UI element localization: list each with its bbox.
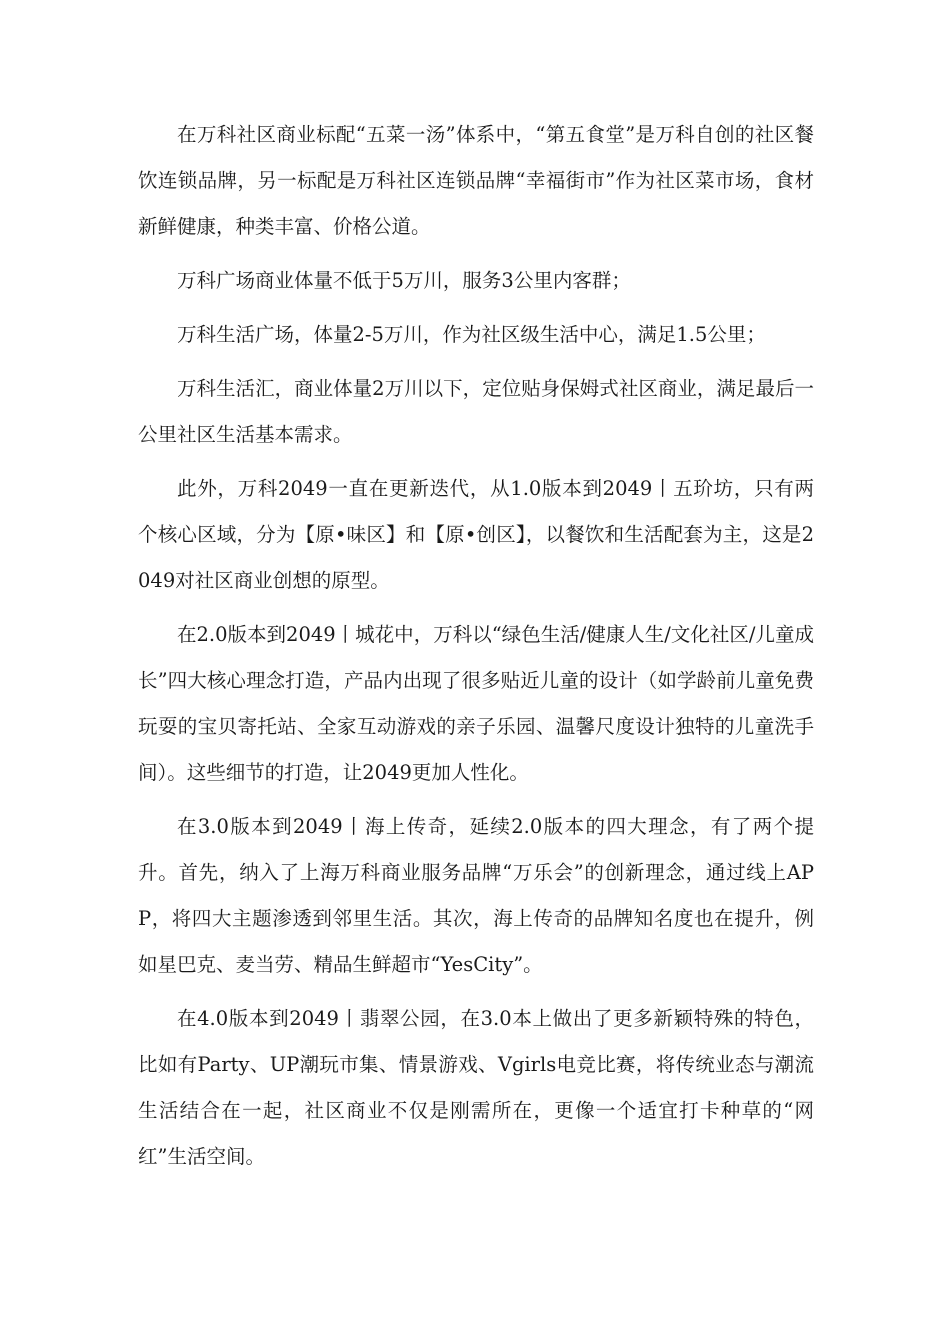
paragraph-2049-version-2: 在2.0版本到2049丨城花中，万科以“绿色生活/健康人生/文化社区/儿童成长”四大核心理念打造，产品内出现了很多贴近儿童的设计（如学龄前儿童免费玩耍的宝贝寄托站、全家互动游戏的亲子乐园、温馨尺度设计独特的儿童洗手间）。这些细节的打造，让2049更加人性化。: [138, 623, 814, 784]
document-body: [138, 112, 814, 1188]
paragraph-vanke-life-plaza: 万科生活广场，体量2-5万川，作为社区级生活中心，满足1.5公里；: [177, 323, 766, 346]
paragraph-2049-version-1: 此外，万科2049一直在更新迭代，从1.0版本到2049丨五玠坊，只有两个核心区域，分为【原•味区】和【原•创区】，以餐饮和生活配套为主，这是2049对社区商业创想的原型。: [138, 477, 814, 592]
paragraph-2049-version-4: 在4.0版本到2049丨翡翠公园，在3.0本上做出了更多新颖特殊的特色，比如有Party、UP潮玩市集、情景游戏、Vgirls电竞比赛，将传统业态与潮流生活结合在一起，社区商业不仅是刚需所在，更像一个适宜打卡种草的“网红”生活空间。: [138, 1007, 814, 1168]
paragraph-five-dishes-one-soup: 在万科社区商业标配“五菜一汤”体系中，“第五食堂”是万科自创的社区餐饮连锁品牌，另一标配是万科社区连锁品牌“幸福街市”作为社区菜市场，食材新鲜健康，种类丰富、价格公道。: [138, 123, 814, 238]
paragraph-vanke-plaza: 万科广场商业体量不低于5万川，服务3公里内客群；: [177, 269, 631, 292]
paragraph-vanke-life-hub: 万科生活汇，商业体量2万川以下，定位贴身保姆式社区商业，满足最后一公里社区生活基本需求。: [138, 377, 814, 446]
paragraph-2049-version-3: 在3.0版本到2049丨海上传奇，延续2.0版本的四大理念，有了两个提升。首先，纳入了上海万科商业服务品牌“万乐会”的创新理念，通过线上APP，将四大主题渗透到邻里生活。其次，海上传奇的品牌知名度也在提升，例如星巴克、麦当劳、精品生鲜超市“YesCity”。: [138, 815, 814, 976]
